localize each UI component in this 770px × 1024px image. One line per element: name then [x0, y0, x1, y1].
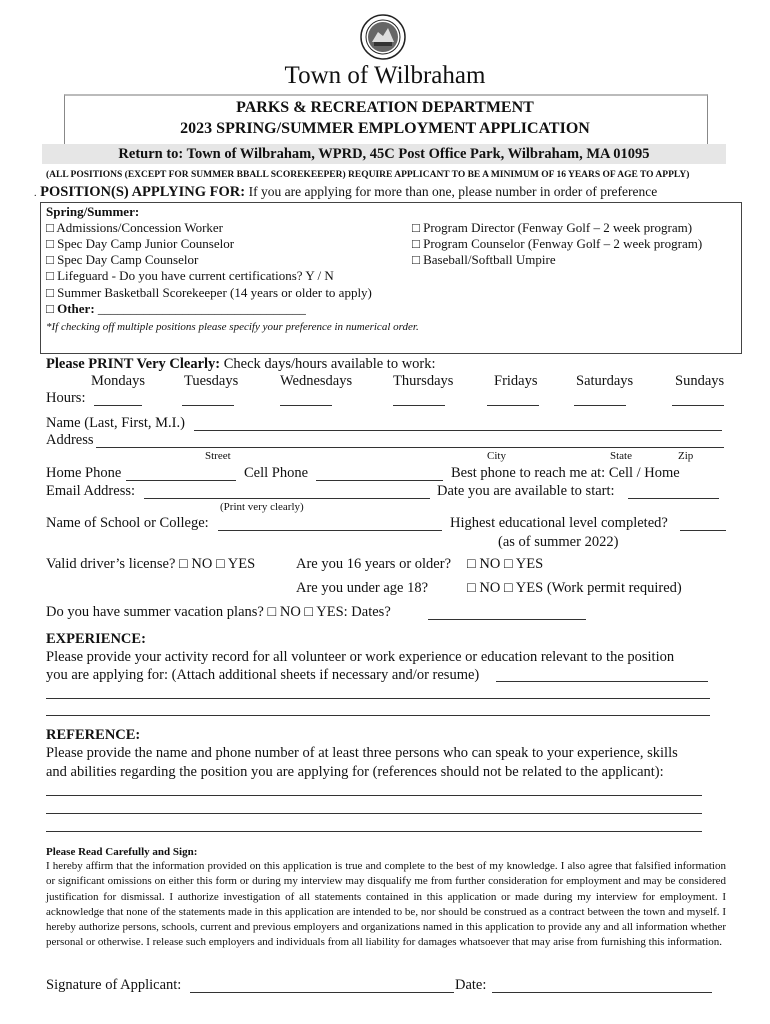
hours-field[interactable] [393, 405, 445, 406]
education-field[interactable] [680, 530, 726, 531]
education-label: Highest educational level completed? [450, 515, 668, 531]
positions-heading: POSITION(S) APPLYING FOR: [40, 184, 246, 200]
other-line[interactable]: ________________________________ [97, 301, 306, 316]
position-other[interactable] [46, 301, 306, 317]
experience-field[interactable] [46, 715, 710, 716]
date-field[interactable] [492, 992, 712, 993]
email-label: Email Address: [46, 483, 136, 499]
hours-field[interactable] [672, 405, 724, 406]
cell-phone-label: Cell Phone [244, 465, 309, 481]
availability-instruction: Check days/hours available to work: [223, 356, 436, 372]
home-phone-field[interactable] [126, 480, 236, 481]
affirmation-text: I hereby affirm that the information provided on this application is true and complete to the best of my knowledge. I also agree that falsified information or significant omissions on either this form or during my interview may disqualify me from further consideration for employment and may be considered justification for dismissal. I authorize investigation of all statements contained in this application or made during my interview for employment. I acknowledge that none of the statements made in this application are intended to be, nor should be construed as a contract between the town and myself. I hereby authorize persons, schools, current and previous employers and organizations named in this application to provide any and all information whether personal or otherwise. I release such employers and individuals from all liability for damages whatsoever that may arise from furnishing this information. [46, 860, 726, 949]
hours-field[interactable] [280, 405, 332, 406]
school-field[interactable] [218, 530, 442, 531]
day-label: Fridays [494, 373, 538, 389]
age18-options[interactable]: □ NO □ YES (Work permit required) [467, 580, 682, 596]
print-clearly-caption: (Print very clearly) [220, 501, 304, 513]
reference-field[interactable] [46, 795, 702, 796]
address-label: Address [46, 432, 94, 448]
return-address: Return to: Town of Wilbraham, WPRD, 45C Post Office Park, Wilbraham, MA 01095 [42, 144, 726, 164]
age-requirement-note: (ALL POSITIONS (EXCEPT FOR SUMMER BBALL SCOREKEEPER) REQUIRE APPLICANT TO BE A MINIMUM OF 16 YEARS OF AGE TO APPLY) [46, 170, 690, 180]
age16-question: Are you 16 years or older? [296, 556, 452, 572]
day-label: Wednesdays [280, 373, 353, 389]
application-title: 2023 SPRING/SUMMER EMPLOYMENT APPLICATION [180, 120, 590, 137]
day-label: Mondays [91, 373, 145, 389]
hours-field[interactable] [487, 405, 539, 406]
sign-heading: Please Read Carefully and Sign: [46, 846, 198, 858]
state-caption: State [610, 450, 632, 462]
experience-field[interactable] [496, 681, 708, 682]
email-field[interactable] [144, 498, 430, 499]
hours-field[interactable] [94, 405, 142, 406]
season-label: Spring/Summer: [46, 204, 140, 219]
name-field[interactable] [194, 430, 722, 431]
home-phone-label: Home Phone [46, 465, 122, 481]
address-field[interactable] [96, 447, 724, 448]
start-date-label: Date you are available to start: [437, 483, 615, 499]
name-label: Name (Last, First, M.I.) [46, 415, 185, 431]
position-option[interactable]: □ Spec Day Camp Junior Counselor [46, 236, 235, 251]
reference-instruction: and abilities regarding the position you are applying for (references should not be related to the applicant): [46, 764, 664, 780]
position-option[interactable]: □ Baseball/Softball Umpire [412, 252, 556, 267]
hours-field[interactable] [182, 405, 234, 406]
positions-heading-note: If you are applying for more than one, please number in order of preference [248, 184, 658, 199]
availability-heading [46, 356, 436, 373]
city-caption: City [487, 450, 506, 462]
experience-instruction: you are applying for: (Attach additional sheets if necessary and/or resume) [46, 667, 480, 683]
age16-options[interactable]: □ NO □ YES [467, 556, 544, 572]
reference-field[interactable] [46, 813, 702, 814]
vacation-dates-field[interactable] [428, 619, 586, 620]
position-option[interactable]: □ Program Director (Fenway Golf – 2 week program) [412, 220, 693, 235]
zip-caption: Zip [678, 450, 694, 462]
position-option[interactable]: □ Admissions/Concession Worker [46, 220, 224, 235]
hours-field[interactable] [574, 405, 626, 406]
experience-heading: EXPERIENCE: [46, 631, 146, 647]
other-label: □ Other: [46, 301, 95, 316]
town-seal-logo [360, 14, 406, 60]
signature-label: Signature of Applicant: [46, 977, 182, 993]
positions-heading-row: . POSITION(S) APPLYING FOR: If you are applying for more than one, please number in order of preference [34, 184, 658, 200]
street-caption: Street [205, 450, 231, 462]
as-of-note: (as of summer 2022) [498, 534, 619, 550]
start-date-field[interactable] [628, 498, 719, 499]
license-question[interactable]: Valid driver’s license? □ NO □ YES [46, 556, 256, 572]
day-label: Saturdays [576, 373, 634, 389]
reference-field[interactable] [46, 831, 702, 832]
experience-field[interactable] [46, 698, 710, 699]
school-label: Name of School or College: [46, 515, 209, 531]
day-label: Tuesdays [184, 373, 239, 389]
position-option[interactable]: □ Program Counselor (Fenway Golf – 2 week program) [412, 236, 703, 251]
day-label: Sundays [675, 373, 725, 389]
experience-instruction: Please provide your activity record for all volunteer or work experience or education relevant to the position [46, 649, 675, 665]
hours-label: Hours: [46, 390, 86, 406]
position-option[interactable]: □ Summer Basketball Scorekeeper (14 years or older to apply) [46, 285, 372, 300]
department-title: PARKS & RECREATION DEPARTMENT [236, 99, 534, 116]
position-option-lifeguard[interactable]: □ Lifeguard - Do you have current certifications? Y / N [46, 268, 334, 283]
reference-heading: REFERENCE: [46, 727, 141, 743]
cell-phone-field[interactable] [316, 480, 443, 481]
town-name: Town of Wilbraham [284, 62, 486, 89]
position-option[interactable]: □ Spec Day Camp Counselor [46, 252, 199, 267]
date-label: Date: [455, 977, 487, 993]
reference-instruction: Please provide the name and phone number of at least three persons who can speak to your experience, skills [46, 745, 678, 761]
age18-question: Are you under age 18? [296, 580, 429, 596]
day-label: Thursdays [393, 373, 454, 389]
signature-field[interactable] [190, 992, 454, 993]
vacation-question[interactable]: Do you have summer vacation plans? □ NO □ YES: Dates? [46, 604, 391, 620]
preference-note: *If checking off multiple positions please specify your preference in numerical order. [46, 321, 419, 333]
print-clearly-heading: Please PRINT Very Clearly: [46, 356, 221, 372]
best-phone-label: Best phone to reach me at: Cell / Home [451, 465, 680, 481]
